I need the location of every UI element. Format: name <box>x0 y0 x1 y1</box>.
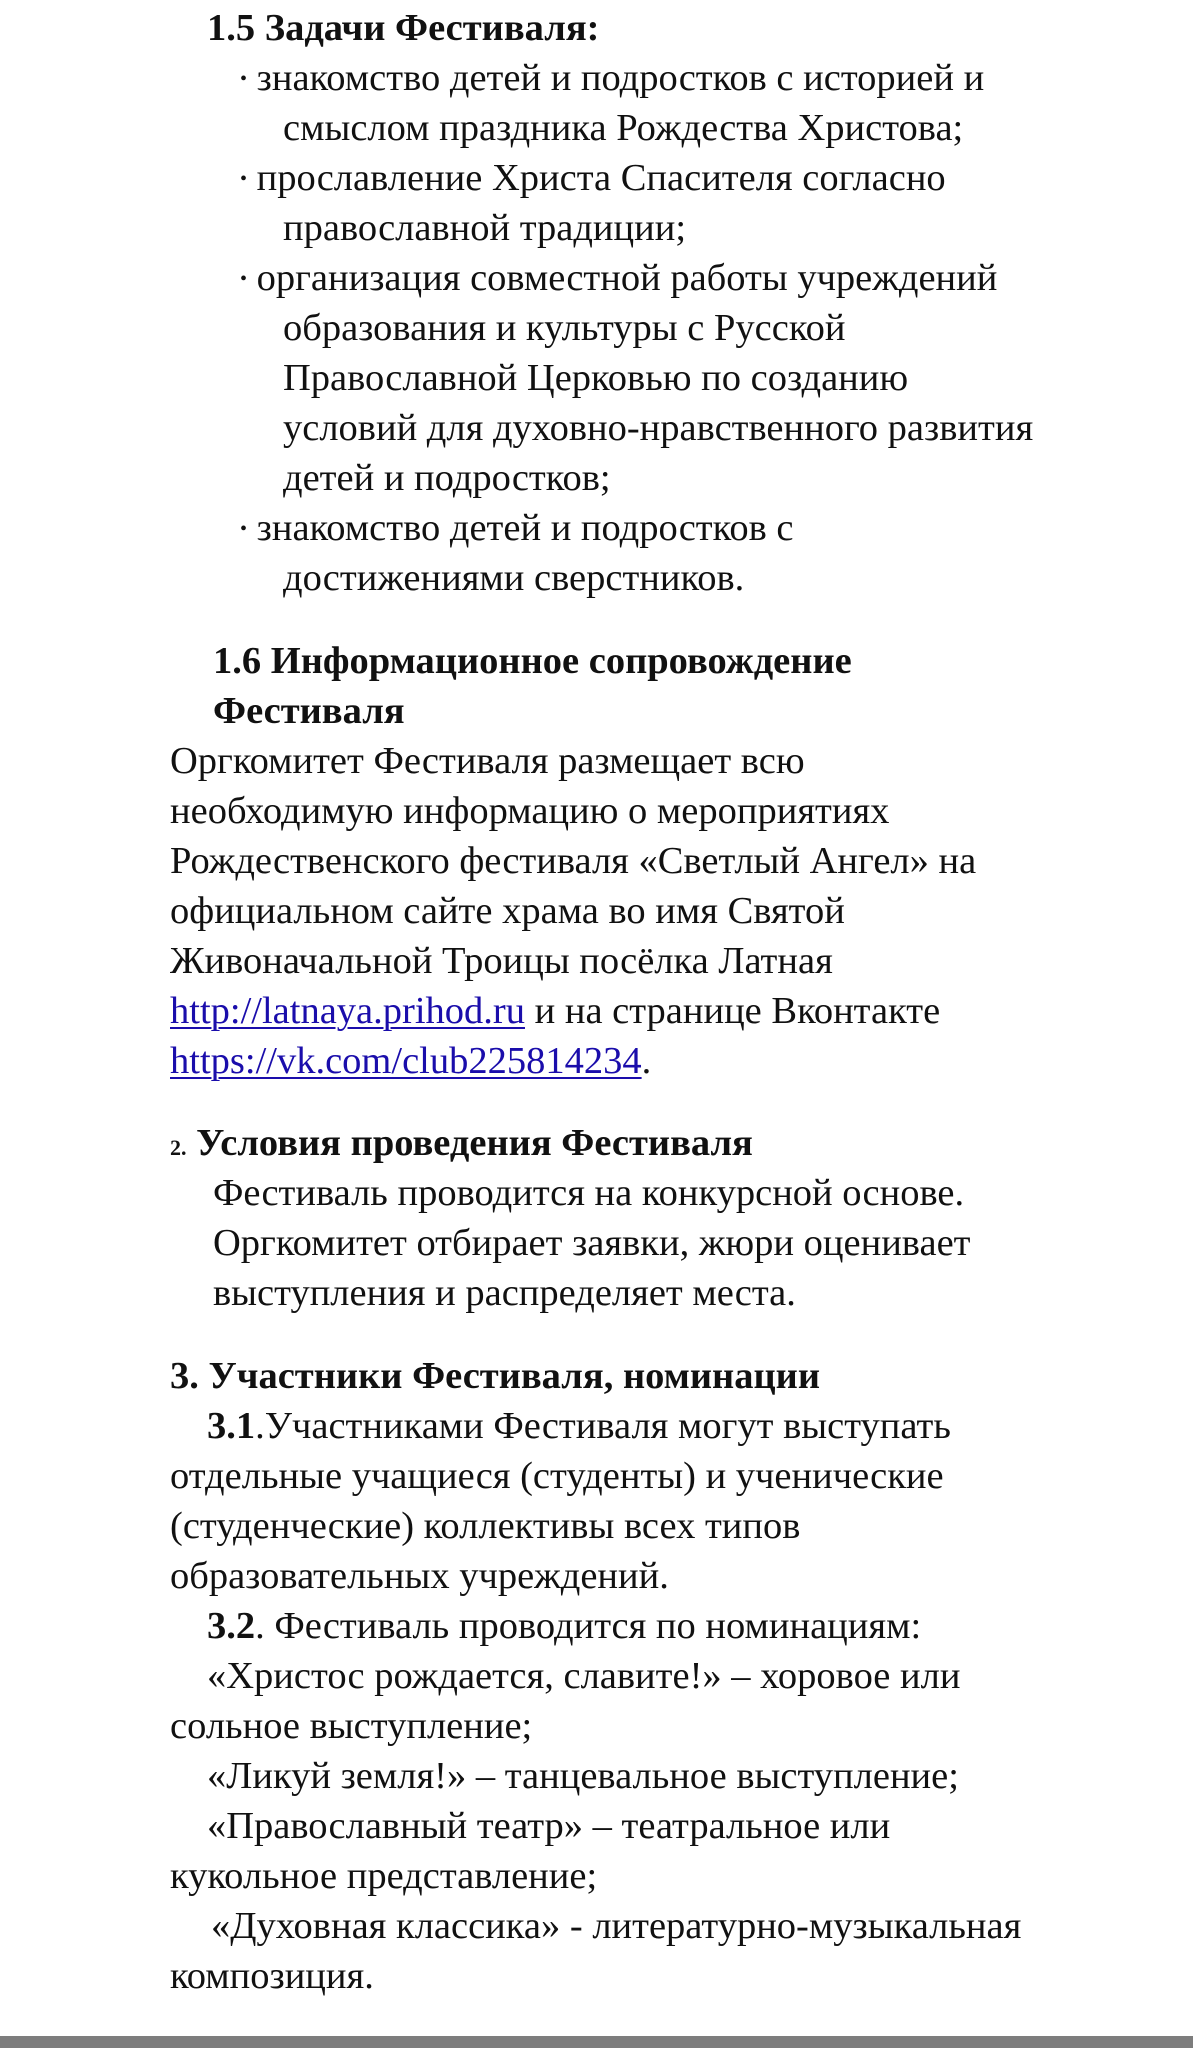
link-suffix-text: и на странице Вконтакте <box>524 990 941 1032</box>
section-3-heading: 3. Участники Фестиваля, номинации <box>170 1355 821 1397</box>
vk-club-link[interactable]: https://vk.com/club225814234 <box>170 1040 642 1082</box>
paragraph-line: Живоначальной Троицы посёлка Латная <box>170 940 833 982</box>
bullet-icon: • <box>240 168 248 191</box>
section-2-heading-text: Условия проведения Фестиваля <box>196 1122 753 1164</box>
paragraph-line: отдельные учащиеся (студенты) и ученические <box>170 1455 944 1497</box>
section-2-heading <box>170 1118 753 1168</box>
section-1-5-heading: 1.5 Задачи Фестиваля: <box>207 7 600 49</box>
nomination-line: композиция. <box>170 1955 374 1997</box>
bullet-icon: • <box>240 268 248 291</box>
paragraph-line: Оргкомитет Фестиваля размещает всю <box>170 740 805 782</box>
list-item <box>240 503 794 553</box>
link-suffix-text: . <box>641 1040 652 1082</box>
paragraph-line: Фестиваль проводится на конкурсной основе. <box>213 1172 965 1214</box>
paragraph-line <box>207 1601 921 1651</box>
list-item-continuation: достижениями сверстников. <box>283 557 745 599</box>
nomination-line: «Христос рождается, славите!» – хоровое или <box>207 1655 961 1697</box>
list-item-continuation: православной традиции; <box>283 207 687 249</box>
nomination-line: «Ликуй земля!» – танцевальное выступление; <box>207 1755 959 1797</box>
list-item-text: организация совместной работы учреждений <box>256 257 998 299</box>
list-item <box>240 53 984 103</box>
paragraph-line <box>207 1401 951 1451</box>
list-item-continuation: детей и подростков; <box>283 457 611 499</box>
prihod-site-link[interactable]: http://latnaya.prihod.ru <box>170 990 525 1032</box>
list-item <box>240 253 997 303</box>
paragraph-line: Оргкомитет отбирает заявки, жюри оценивает <box>213 1222 971 1264</box>
bullet-icon: • <box>240 518 248 541</box>
nomination-line: кукольное представление; <box>170 1855 598 1897</box>
nomination-line: «Духовная классика» - литературно-музыкальная <box>211 1905 1022 1947</box>
list-item-text: знакомство детей и подростков с историей и <box>256 57 985 99</box>
list-item-continuation: Православной Церковью по созданию <box>283 357 909 399</box>
paragraph-line: необходимую информацию о мероприятиях <box>170 790 890 832</box>
paragraph-line: (студенческие) коллективы всех типов <box>170 1505 801 1547</box>
nomination-line: «Православный театр» – театральное или <box>207 1805 891 1847</box>
list-item-continuation: смыслом праздника Рождества Христова; <box>283 107 964 149</box>
clause-text: .Участниками Фестиваля могут выступать <box>255 1405 951 1447</box>
paragraph-line <box>170 1036 651 1086</box>
clause-number: 3.2 <box>207 1605 256 1647</box>
page-bottom-divider <box>0 2036 1193 2048</box>
clause-number: 3.1 <box>207 1405 256 1447</box>
list-item <box>240 153 946 203</box>
paragraph-line: образовательных учреждений. <box>170 1555 669 1597</box>
list-item-text: знакомство детей и подростков с <box>256 507 794 549</box>
section-number: 2. <box>170 1135 187 1160</box>
paragraph-line: выступления и распределяет места. <box>213 1272 796 1314</box>
list-item-text: прославление Христа Спасителя согласно <box>256 157 946 199</box>
section-1-6-heading-continuation: Фестиваля <box>213 690 405 732</box>
bullet-icon: • <box>240 68 248 91</box>
clause-text: . Фестиваль проводится по номинациям: <box>255 1605 922 1647</box>
list-item-continuation: условий для духовно-нравственного развития <box>283 407 1034 449</box>
paragraph-line <box>170 986 940 1036</box>
list-item-continuation: образования и культуры с Русской <box>283 307 846 349</box>
section-1-6-heading: 1.6 Информационное сопровождение <box>213 640 852 682</box>
paragraph-line: Рождественского фестиваля «Светлый Ангел» на <box>170 840 977 882</box>
nomination-line: сольное выступление; <box>170 1705 533 1747</box>
paragraph-line: официальном сайте храма во имя Святой <box>170 890 845 932</box>
